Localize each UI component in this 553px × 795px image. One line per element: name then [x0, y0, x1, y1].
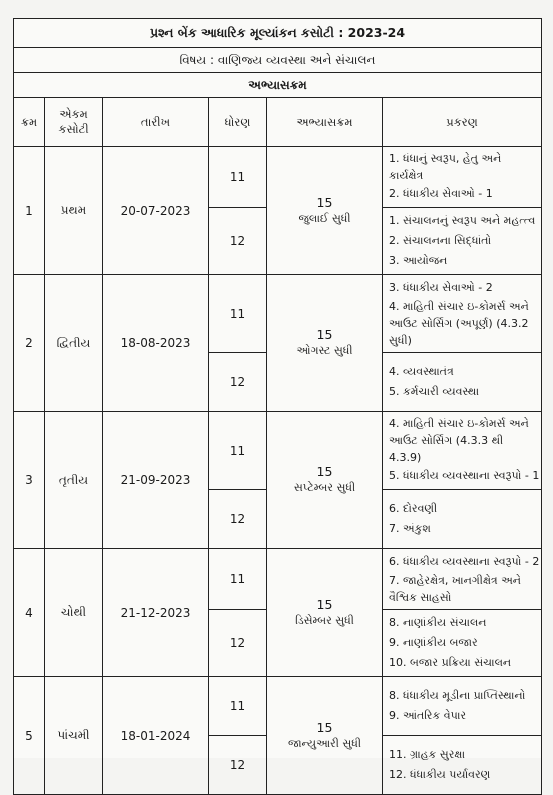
chapter-item: 12. ધંધાકીય પર્યાવરણ — [389, 768, 491, 781]
chapter-item: 8. નાણાંકીય સંચાલન — [389, 616, 487, 629]
header-test: એકમ કસોટી — [45, 98, 103, 147]
grade-cell: 12 — [209, 610, 267, 677]
chapter-item: 7. અંકુશ — [389, 522, 431, 535]
chapter-list — [383, 610, 542, 677]
serial-number: 1 — [14, 147, 45, 275]
chapter-item: 8. ધંધાકીય મૂડીના પ્રાપ્તિસ્થાનો — [389, 689, 526, 702]
unit-test-name: તૃતીય — [45, 412, 103, 549]
syllabus-month: જુલાઈ સુધી — [298, 211, 351, 225]
test-date: 20-07-2023 — [103, 147, 209, 275]
chapter-item: 6. દોરવણી — [389, 502, 438, 515]
unit-test-name: પ્રથમ — [45, 147, 103, 275]
table-row — [14, 275, 542, 353]
chapter-item: 9. આંતરિક વેપાર — [389, 709, 467, 722]
chapter-item: 2. ધંધાકીય સેવાઓ - 1 — [389, 187, 493, 200]
subject-line: વિષય : વાણિજ્ય વ્યવસ્થા અને સંચાલન — [14, 48, 542, 73]
syllabus-table — [13, 18, 542, 795]
chapter-item: 1. સંચાલનનું સ્વરૂપ અને મહત્ત્વ — [389, 214, 536, 227]
chapter-item: 1. ધંધાનું સ્વરૂપ, હેતુ અને કાર્યક્ષેત્ર — [389, 152, 502, 182]
test-date: 18-08-2023 — [103, 275, 209, 412]
syllabus-month: ડિસેમ્બર સુધી — [295, 613, 354, 627]
syllabus-cell — [267, 549, 383, 677]
unit-test-name: પાંચમી — [45, 677, 103, 795]
grade-cell: 11 — [209, 147, 267, 208]
syllabus-cell — [267, 412, 383, 549]
chapter-list — [383, 275, 542, 353]
header-sno: ક્રમ — [14, 98, 45, 147]
unit-test-name: ચોથી — [45, 549, 103, 677]
test-date: 18-01-2024 — [103, 677, 209, 795]
section-heading: અભ્યાસક્રમ — [14, 73, 542, 98]
chapter-item: 7. જાહેરક્ષેત્ર, ખાનગીક્ષેત્ર અને વૈશ્વિક સાહસો — [389, 574, 521, 604]
chapter-item: 9. નાણાંકીય બજાર — [389, 636, 478, 649]
chapter-list — [383, 677, 542, 736]
unit-test-name: દ્વિતીય — [45, 275, 103, 412]
chapter-list — [383, 736, 542, 795]
chapter-list — [383, 147, 542, 208]
chapter-item: 10. બજાર પ્રક્રિયા સંચાલન — [389, 656, 512, 669]
chapter-list — [383, 490, 542, 549]
grade-cell: 12 — [209, 490, 267, 549]
grade-cell: 12 — [209, 208, 267, 275]
syllabus-day: 15 — [316, 719, 333, 735]
grade-cell: 11 — [209, 549, 267, 610]
table-row — [14, 549, 542, 610]
serial-number: 4 — [14, 549, 45, 677]
chapter-item: 4. માહિતી સંચાર ઇ-કોમર્સ અને આઉટ સોર્સિંગ (અપૂર્ણ) (4.3.2 સુધી) — [389, 300, 529, 347]
chapter-item: 11. ગ્રાહક સુરક્ષા — [389, 748, 466, 761]
table-row — [14, 147, 542, 208]
header-syllabus: અભ્યાસક્રમ — [267, 98, 383, 147]
chapter-list — [383, 412, 542, 490]
syllabus-month: ઓગસ્ટ સુધી — [296, 344, 353, 357]
chapter-list — [383, 353, 542, 412]
syllabus-day: 15 — [316, 327, 333, 342]
syllabus-cell — [267, 275, 383, 412]
grade-cell: 12 — [209, 353, 267, 412]
table-row — [14, 677, 542, 736]
grade-cell: 12 — [209, 736, 267, 795]
chapter-item: 3. આયોજન — [389, 254, 448, 267]
chapter-item: 4. માહિતી સંચાર ઇ-કોમર્સ અને આઉટ સોર્સિંગ (4.3.3 થી 4.3.9) — [389, 417, 529, 464]
serial-number: 2 — [14, 275, 45, 412]
syllabus-day: 15 — [316, 464, 333, 479]
header-chapters: પ્રકરણ — [383, 98, 542, 147]
header-date: તારીખ — [103, 98, 209, 147]
syllabus-month: સપ્ટેમ્બર સુધી — [293, 481, 356, 494]
test-date: 21-09-2023 — [103, 412, 209, 549]
syllabus-day: 15 — [316, 194, 333, 210]
document-title: પ્રશ્ન બેંક આધારિક મૂલ્યાંકન કસોટી : 2023-24 — [14, 19, 542, 48]
chapter-list — [383, 208, 542, 275]
header-grade: ધોરણ — [209, 98, 267, 147]
chapter-item: 3. ધંધાકીય સેવાઓ - 2 — [389, 281, 493, 294]
chapter-item: 2. સંચાલનના સિદ્ધાંતો — [389, 234, 492, 247]
syllabus-cell — [267, 677, 383, 795]
syllabus-day: 15 — [316, 596, 333, 612]
serial-number: 5 — [14, 677, 45, 795]
table-header-row — [14, 98, 542, 147]
syllabus-month: જાન્યુઆરી સુધી — [287, 736, 362, 750]
chapter-item: 5. કર્મચારી વ્યવસ્થા — [389, 385, 480, 398]
grade-cell: 11 — [209, 412, 267, 490]
syllabus-cell — [267, 147, 383, 275]
chapter-item: 6. ધંધાકીય વ્યવસ્થાના સ્વરૂપો - 2 — [389, 555, 540, 568]
grade-cell: 11 — [209, 275, 267, 353]
chapter-item: 4. વ્યવસ્થાતંત્ર — [389, 365, 454, 378]
grade-cell: 11 — [209, 677, 267, 736]
chapter-list — [383, 549, 542, 610]
test-date: 21-12-2023 — [103, 549, 209, 677]
document-page — [13, 18, 541, 781]
chapter-item: 5. ધંધાકીય વ્યવસ્થાના સ્વરૂપો - 1 — [389, 469, 540, 482]
serial-number: 3 — [14, 412, 45, 549]
table-row — [14, 412, 542, 490]
